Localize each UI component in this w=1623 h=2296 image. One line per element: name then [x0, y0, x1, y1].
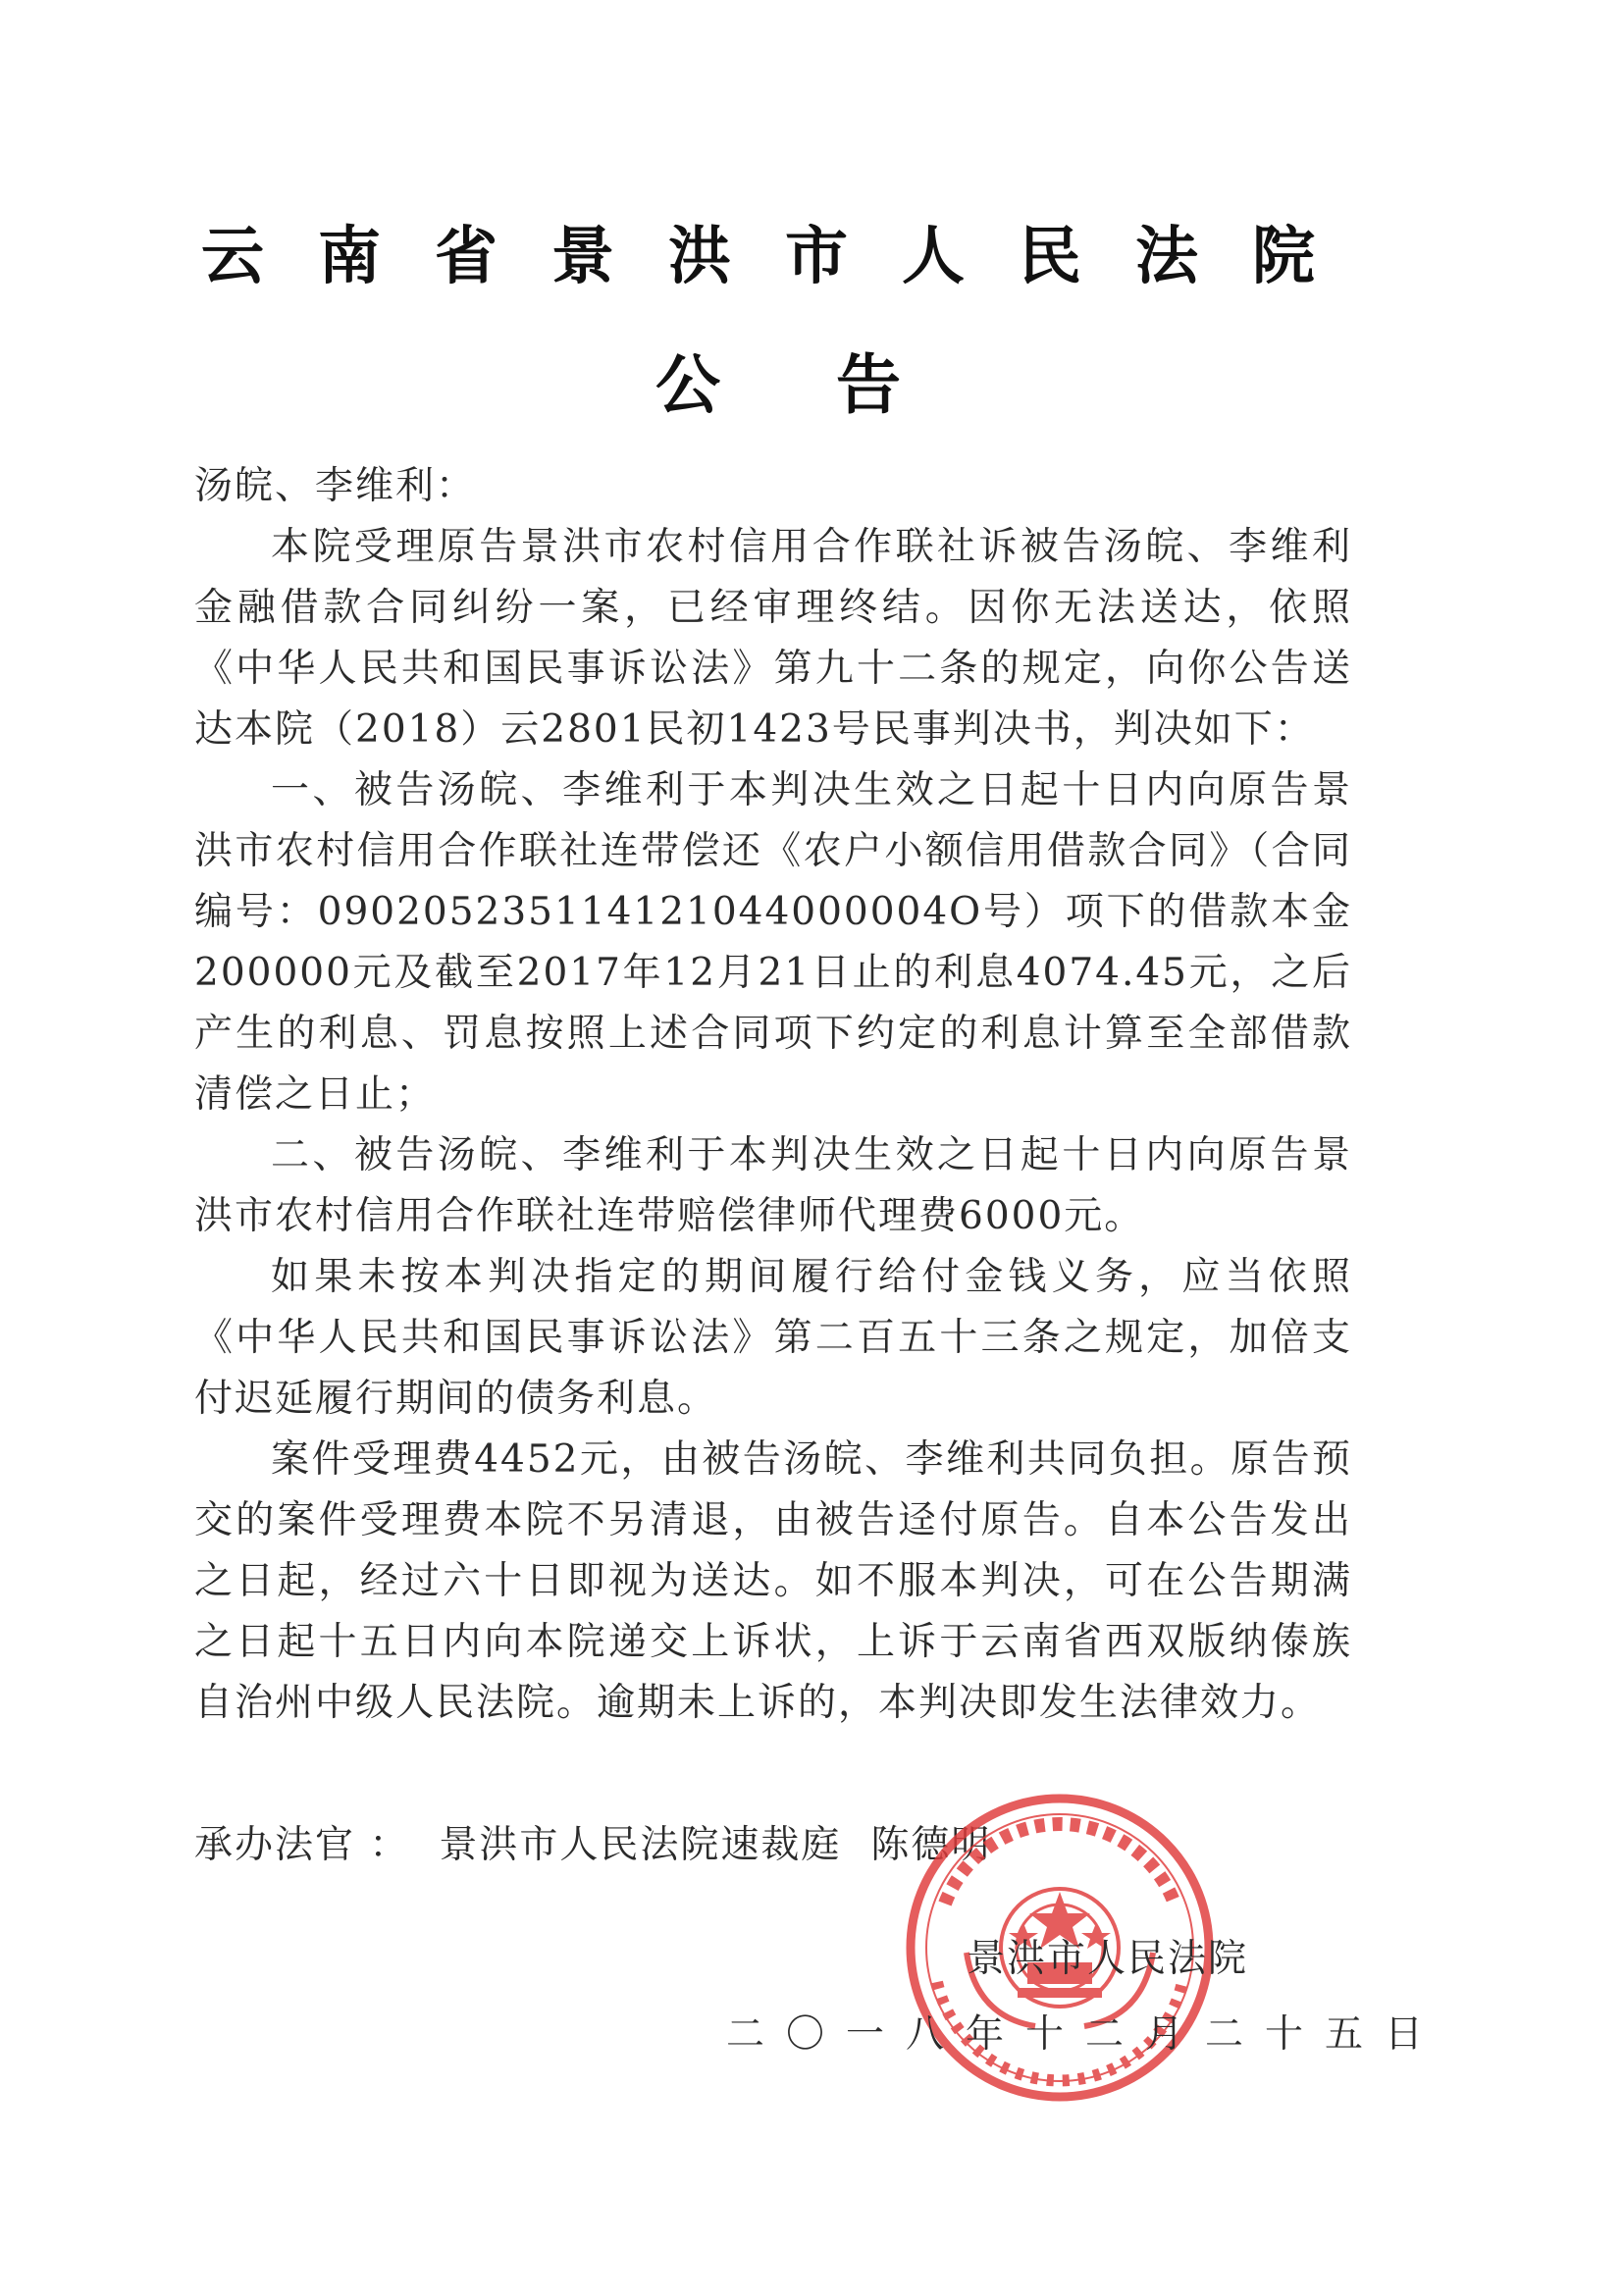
paragraph-intro: 本院受理原告景洪市农村信用合作联社诉被告汤皖、李维利金融借款合同纠纷一案，已经审理终结。因你无法送达，依照《中华人民共和国民事诉讼法》第九十二条的规定，向你公告送达本院（2018）云2801民初1423号民事判决书，判决如下：	[194, 525, 1352, 752]
issuing-court: 景洪市人民法院	[967, 1937, 1249, 1981]
paragraph-judgment-2: 二、被告汤皖、李维利于本判决生效之日起十日内向原告景洪市农村信用合作联社连带赔偿律师代理费6000元。	[194, 1133, 1352, 1238]
judge-label: 承办法官 ：	[194, 1823, 410, 1867]
court-name-heading: 云南省景洪市人民法院	[201, 220, 1369, 293]
issue-date: 二〇一八年十二月二十五日	[726, 2012, 1445, 2057]
judge-department: 景洪市人民法院速裁庭	[439, 1823, 842, 1867]
notice-body	[194, 456, 1352, 1734]
presiding-judge-line	[194, 1815, 991, 1876]
paragraph-fees: 案件受理费4452元，由被告汤皖、李维利共同负担。原告预交的案件受理费本院不另清退，由被告迳付原告。自本公告发出之日起，经过六十日即视为送达。如不服本判决，可在公告期满之日起十五日内向本院递交上诉状，上诉于云南省西双版纳傣族自治州中级人民法院。逾期未上诉的，本判决即发生法律效力。	[194, 1437, 1352, 1725]
addressee: 汤皖、李维利：	[194, 464, 477, 508]
paragraph-judgment-1: 一、被告汤皖、李维利于本判决生效之日起十日内向原告景洪市农村信用合作联社连带偿还《农户小额信用借款合同》（合同编号：090205235114121044000004O号）项下的借款本金200000元及截至2017年12月21日止的利息4074.45元，之后产生的利息、罚息按照上述合同项下约定的利息计算至全部借款清偿之日止；	[194, 768, 1352, 1117]
paragraph-late-payment: 如果未按本判决指定的期间履行给付金钱义务，应当依照《中华人民共和国民事诉讼法》第二百五十三条之规定，加倍支付迟延履行期间的债务利息。	[194, 1255, 1352, 1421]
judge-name: 陈德明	[870, 1823, 992, 1867]
notice-heading: 公告	[655, 346, 1017, 423]
